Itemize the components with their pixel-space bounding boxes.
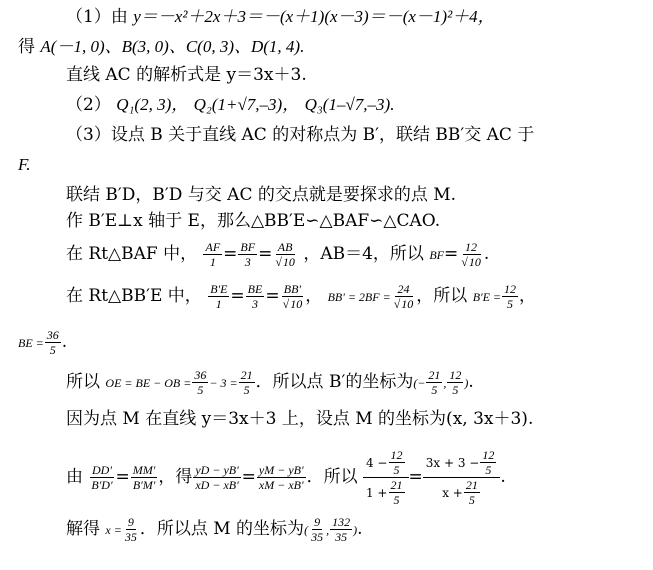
line6-lhs: BE = — [18, 336, 44, 350]
fraction-b-e — [208, 282, 229, 311]
cf-inner-fraction — [389, 448, 405, 477]
frac-den: 35 — [124, 530, 137, 544]
part3-line4: 在 Rt△BAF 中， $\frac{AF}{1}$ = $\frac{BF}{3}$ = AB √ 10 ，AB＝4，所以 BF= 12 √ 10 . — [66, 240, 489, 269]
frac-den: 35 — [335, 530, 348, 544]
line7-prefix: 所以 — [66, 372, 100, 392]
frac-num: 36 — [46, 328, 59, 342]
frac-den: 3 — [252, 297, 258, 311]
frac-num: 21 — [465, 478, 478, 492]
frac-num: 24 — [397, 282, 410, 296]
fraction-36-5 — [192, 368, 208, 397]
line5-mid: ，所以 — [416, 286, 468, 306]
part1-points: A(－1, 0)、B(3, 0)、C(0, 3)、D(1, 4). — [40, 37, 305, 56]
coord-open: (− — [413, 376, 426, 390]
coord-comma: , — [443, 376, 447, 390]
fraction-21-5 — [239, 368, 255, 397]
fraction-yd — [193, 463, 240, 492]
fraction-ym — [257, 463, 306, 492]
line10-x-lhs: x = — [105, 523, 122, 537]
cf-inner-fraction — [389, 478, 405, 507]
coord-open: ( — [304, 523, 309, 537]
frac-num: B'E — [210, 282, 228, 296]
line7-eq-lhs: OE = BE − OB = — [105, 376, 192, 390]
frac-num: 9 — [314, 515, 321, 529]
frac-num: 12 — [449, 368, 462, 382]
frac-num: 12 — [390, 448, 403, 462]
line7-eq-mid: − 3 = — [209, 376, 238, 390]
sqrt-radicand: 10 — [468, 255, 481, 269]
frac-den: xD − xB' — [195, 478, 239, 492]
frac-num: 12 — [482, 448, 495, 462]
part1-line1 — [66, 6, 495, 28]
cf-right-den — [439, 478, 484, 507]
sqrt-radicand: 10 — [282, 255, 295, 269]
frac-num: AB — [277, 240, 293, 254]
fraction-af — [203, 240, 222, 269]
frac-num: 132 — [332, 515, 351, 529]
fraction-bf — [238, 240, 257, 269]
frac-den: 35 — [311, 530, 324, 544]
frac-den: 5 — [197, 383, 204, 397]
frac-num: yM − yB' — [258, 463, 304, 477]
frac-num: BB' — [283, 282, 301, 296]
part1-line2-prefix: 得 — [18, 37, 35, 57]
fraction-be — [246, 282, 265, 311]
frac-den: 1 — [209, 255, 216, 269]
line10-prefix: 解得 — [66, 519, 100, 539]
frac-den: 5 — [393, 463, 400, 477]
coord-x-fraction — [426, 368, 442, 397]
coord-y-fraction — [330, 515, 352, 544]
sqrt-radicand: 10 — [401, 297, 414, 311]
line5-prefix: 在 Rt△BB′E 中， — [66, 286, 202, 306]
cf-text: 1 + — [365, 485, 388, 500]
part2-q3: Q₃(1–√7,–3). — [304, 95, 395, 114]
line4-mid: ，AB＝4，所以 — [303, 244, 424, 264]
frac-num: 9 — [127, 515, 134, 529]
part1-label: （1）由 — [66, 7, 128, 27]
part1-ac-line: 直线 AC 的解析式是 y＝3x＋3. — [66, 65, 307, 85]
complex-fraction-left — [363, 448, 409, 507]
frac-num: 36 — [194, 368, 207, 382]
frac-den: B'D' — [91, 478, 113, 492]
sqrt-radicand: 10 — [290, 297, 303, 311]
fraction-bf-result — [459, 240, 483, 269]
fraction-be-result — [45, 328, 61, 357]
line4-prefix: 在 Rt△BAF 中， — [66, 244, 198, 264]
frac-den: 5 — [485, 463, 492, 477]
part2-q2: Q₂(1+√7,–3)， — [193, 95, 300, 114]
frac-num: 21 — [390, 478, 403, 492]
frac-den: 3 — [244, 255, 251, 269]
frac-num: BF — [240, 240, 256, 254]
frac-den — [392, 297, 416, 311]
coord-close: ) — [464, 376, 469, 390]
frac-den: 5 — [243, 383, 250, 397]
line5-bb-lhs: BB' = 2BF = — [327, 290, 391, 304]
cf-left-den — [363, 478, 409, 507]
fraction-x — [123, 515, 139, 544]
line7-post: ．所以点 B′的坐标为 — [255, 372, 414, 392]
frac-num: BE — [247, 282, 263, 296]
frac-den: xM − xB' — [258, 478, 304, 492]
cf-left-num — [363, 448, 409, 478]
complex-fraction-right — [423, 448, 501, 507]
line4-result-lhs: BF — [429, 248, 444, 262]
fraction-dd — [89, 463, 114, 492]
cf-text: x + — [442, 485, 463, 500]
line5-result-lhs: B'E = — [472, 290, 502, 304]
part1-line2 — [18, 36, 304, 58]
part3-line8: 因为点 M 在直线 y＝3x＋3 上，设点 M 的坐标为(x, 3x＋3). — [66, 409, 534, 429]
cf-text: 3x + 3 − — [425, 455, 480, 470]
frac-den: 5 — [507, 297, 514, 311]
frac-den: 5 — [431, 383, 438, 397]
part2-q1: Q₁(2, 3)， — [116, 95, 189, 114]
fraction-bb — [281, 282, 305, 311]
coord-close: ) — [353, 523, 358, 537]
coord-y-fraction — [447, 368, 463, 397]
part3-line10: 解得 x = $\frac{9}{35}$ ．所以点 M 的坐标为( $\frac{9}{35}$ , $\frac{132}{35}$ ). — [66, 515, 363, 544]
frac-num: 21 — [240, 368, 253, 382]
frac-den: B'M' — [132, 478, 156, 492]
frac-den — [281, 297, 305, 311]
part2-line — [66, 94, 394, 116]
part2-label: （2） — [66, 95, 111, 115]
frac-den: 5 — [393, 493, 400, 507]
frac-num: yD − yB' — [195, 463, 239, 477]
cf-right-num — [423, 448, 501, 478]
frac-den: 5 — [468, 493, 475, 507]
part3-line9: 由 $\frac{DD'}{B'D'}$ = $\frac{MM'}{B'M'}$ ，得 $\frac{yD - yB'}{xD - xB'}$ = $\frac{yM - yB'}{xM - xB'}$ ．所以 4 − $\frac{12}{5}$ 1 + $\frac{21}{5}$ = 3x + 3 − $\frac{12}{5}$ x + $\frac{21}{5}$ . — [66, 448, 506, 507]
part3-line6: BE = $\frac{36}{5}$ . — [18, 328, 68, 357]
frac-den: 1 — [215, 297, 222, 311]
frac-num: MM' — [132, 463, 156, 477]
part3-line2: 联结 B′D，B′D 与交 AC 的交点就是要探求的点 M. — [66, 185, 457, 205]
part3-line1b: F. — [18, 155, 31, 174]
part3-line7: 所以 OE = BE − OB = $\frac{36}{5}$ − 3 = $\frac{21}{5}$ ．所以点 B′的坐标为(− $\frac{21}{5}$ , $\frac{12}{5}$ ). — [66, 368, 474, 397]
line9-mid: ，得 — [158, 467, 193, 487]
coord-x-fraction — [309, 515, 325, 544]
frac-num: 21 — [428, 368, 441, 382]
cf-inner-fraction — [464, 478, 480, 507]
frac-den — [273, 255, 297, 269]
frac-num: AF — [205, 240, 221, 254]
cf-text: 4 − — [365, 455, 388, 470]
frac-num: 12 — [504, 282, 517, 296]
part1-equation: y＝－x²＋2x＋3＝－(x＋1)(x－3)＝－(x－1)²＋4， — [133, 7, 495, 26]
frac-num: DD' — [92, 463, 112, 477]
part3-line1: （3）设点 B 关于直线 AC 的对称点为 B′，联结 BB′交 AC 于 — [66, 125, 535, 145]
frac-num: 12 — [465, 240, 478, 254]
coord-comma: , — [326, 523, 330, 537]
line10-mid: ．所以点 M 的坐标为 — [139, 519, 305, 539]
fraction-b-e-result — [502, 282, 518, 311]
frac-den — [459, 255, 483, 269]
cf-inner-fraction — [480, 448, 496, 477]
fraction-bb-value — [392, 282, 416, 311]
fraction-ab — [273, 240, 297, 269]
part3-line3: 作 B′E⊥x 轴于 E，那么△BB′E∽△BAF∽△CAO. — [66, 211, 441, 231]
line9-prefix: 由 — [66, 467, 83, 487]
frac-den: 5 — [452, 383, 459, 397]
frac-den: 5 — [49, 343, 56, 357]
line9-post: ．所以 — [306, 467, 358, 487]
fraction-mm — [131, 463, 158, 492]
part3-line5: 在 Rt△BB′E 中， $\frac{B'E}{1}$ = $\frac{BE}{3}$ = BB' √ 10 ， BB' = 2BF = 24 √ 10 ，所以 B'E = $\frac{12}{5}$ ， — [66, 282, 536, 311]
